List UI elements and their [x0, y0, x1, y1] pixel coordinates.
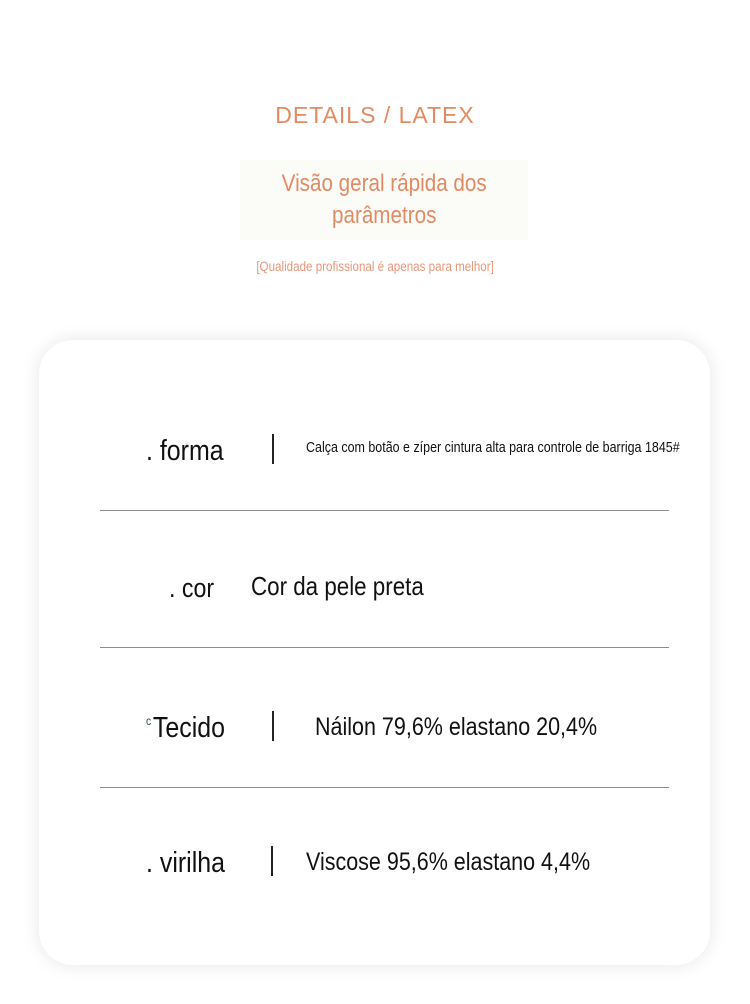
spec-separator — [272, 434, 274, 464]
spec-label-tecido-text: Tecido — [152, 712, 225, 744]
section-heading: DETAILS / LATEX — [275, 102, 475, 128]
page-subtitle — [0, 259, 750, 274]
spec-label-tecido — [146, 712, 225, 745]
title-box — [240, 160, 528, 240]
spec-label-cor: . cor — [169, 573, 215, 603]
page-title: Visão geral rápida dos parâmetros — [281, 170, 487, 229]
spec-value-cor: Cor da pele preta — [251, 571, 424, 601]
spec-value-forma: Calça com botão e zíper cintura alta para controle de barriga 1845# — [306, 440, 680, 456]
page-subtitle-text: [Qualidade profissional é apenas para melhor] — [256, 259, 494, 274]
spec-separator — [272, 711, 274, 741]
row-divider — [100, 647, 669, 648]
spec-value-tecido: Náilon 79,6% elastano 20,4% — [315, 713, 598, 741]
spec-value-virilha: Viscose 95,6% elastano 4,4% — [306, 848, 591, 876]
spec-label-forma: . forma — [146, 435, 224, 467]
spec-label-virilha: . virilha — [146, 847, 225, 879]
row-divider — [100, 787, 669, 788]
row-divider — [100, 510, 669, 511]
degree-mark: c — [146, 714, 152, 728]
spec-separator — [271, 846, 273, 876]
